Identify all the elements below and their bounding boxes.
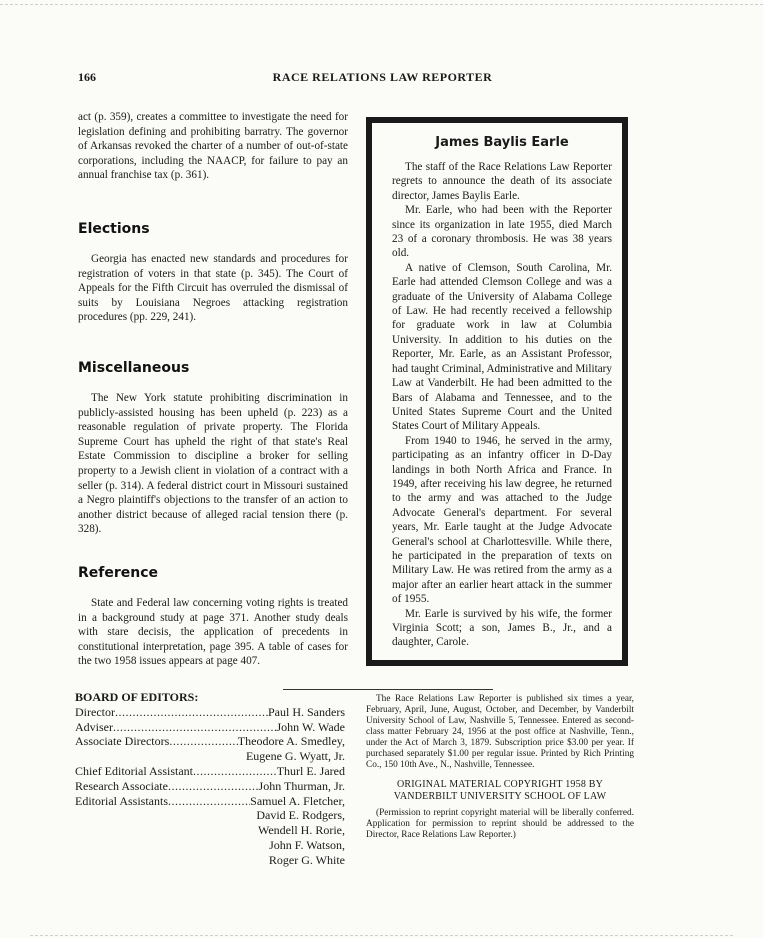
reference-paragraph: State and Federal law concerning voting rights is treated in a background study at page 371. Another study deals with stare decisis, the application of precedents in constitutional interpretation, page 395. A table of cases for the two 1958 issues appears at page 407. xyxy=(78,597,348,668)
board-of-editors xyxy=(75,690,345,868)
board-name: David E. Rodgers, xyxy=(256,808,345,823)
section-reference xyxy=(78,596,348,669)
board-row xyxy=(75,794,345,809)
board-name: Eugene G. Wyatt, Jr. xyxy=(245,749,345,764)
board-row xyxy=(75,705,345,720)
obituary-paragraph: A native of Clemson, South Carolina, Mr. Earle had attended Clemson College and was a graduate of the University of Alabama College of Law. He had recently received a fellowship for graduate work in law at Columbia University. In addition to his duties on the Reporter, Mr. Earle, as an Assistant Professor, had taught Criminal, Administrative and Military Law at Vanderbilt. He had been admitted to the Bars of Alabama and Tennessee, and to the United States Supreme Court and the United States Court of Military Appeals. xyxy=(392,261,612,433)
intro-block xyxy=(78,110,348,183)
obituary-paragraph: From 1940 to 1946, he served in the army, participating as an infantry officer in D-Day landings in both North Africa and France. In 1949, after receiving his law degree, he returned to the army and was attached to the Judge Advocate General's department. For several years, Mr. Earle taught at the Judge Advocate General's school at Charlottesville. While there, he participated in the preparation of texts on Military Law. He was retired from the army as a major after an earlier heart attack in the summer of 1955. xyxy=(392,434,612,606)
obituary-box xyxy=(366,117,628,666)
publication-info xyxy=(366,694,634,841)
board-name: John F. Watson, xyxy=(269,837,345,852)
obituary-paragraph: Mr. Earle, who had been with the Reporter since its organization in late 1955, died March 23 of a coronary thrombosis. He was 38 years old. xyxy=(392,204,612,260)
board-name: Roger G. White xyxy=(268,852,345,867)
running-title: RACE RELATIONS LAW REPORTER xyxy=(272,70,493,84)
page-number: 166 xyxy=(78,70,96,84)
copyright-line: VANDERBILT UNIVERSITY SCHOOL OF LAW xyxy=(393,790,607,802)
board-role: Associate Directors xyxy=(75,734,170,749)
board-name: John W. Wade xyxy=(276,719,345,734)
board-role: Research Associate xyxy=(75,778,168,793)
miscellaneous-paragraph: The New York statute prohibiting discrimination in publicly-assisted housing has been upheld (p. 223) as a reasonable regulation of private property. The Florida Supreme Court has upheld the right of that state's Real Estate Commission to discipline a broker for selling property to a Jewish client in violation of a contract with a seller (p. 314). A federal district court in Missouri sustained a Negro plaintiff's objections to the transfer of an action to another district because of alleged racial tension there (p. 328). xyxy=(78,392,348,536)
board-row xyxy=(75,734,345,749)
bottom-perforation xyxy=(30,935,733,936)
section-heading-miscellaneous: Miscellaneous xyxy=(78,360,190,376)
obituary-paragraph: The staff of the Race Relations Law Reporter regrets to announce the death of its associate director, James Baylis Earle. xyxy=(392,161,612,202)
copyright-line: ORIGINAL MATERIAL COPYRIGHT 1958 BY xyxy=(396,779,604,790)
board-role: Chief Editorial Assistant xyxy=(75,763,193,778)
section-heading-reference: Reference xyxy=(78,565,159,581)
board-heading: BOARD OF EDITORS: xyxy=(75,690,199,704)
board-role: Editorial Assistants xyxy=(75,793,168,808)
board-row xyxy=(75,764,345,779)
publication-notice: The Race Relations Law Reporter is published six times a year, February, April, June, August, October, and December, by Vanderbilt University School of Law, Nashville 5, Tennessee. Entered as second-class matter February 24, 1956 at the post office at Nashville, Tenn., under the Act of March 3, 1879. Subscription price $3.00 per year. If purchased separately $1.00 per regular issue. Printed by Rich Printing Co., 150 10th Ave., N., Nashville, Tennessee. xyxy=(366,694,634,770)
obituary-title: James Baylis Earle xyxy=(435,135,569,150)
section-elections xyxy=(78,252,348,325)
board-name: Theodore A. Smedley, xyxy=(237,734,345,749)
board-row xyxy=(75,720,345,735)
board-name: Paul H. Sanders xyxy=(268,704,345,719)
obituary-paragraph: Mr. Earle is survived by his wife, the former Virginia Scott; a son, James B., Jr., and a daughter, Carole. xyxy=(392,607,612,649)
board-name: Wendell H. Rorie, xyxy=(257,823,345,838)
copyright-notice xyxy=(366,779,634,802)
top-perforation xyxy=(0,4,763,5)
board-name: John Thurman, Jr. xyxy=(258,778,345,793)
board-role: Adviser xyxy=(75,719,113,734)
board-name: Thurl E. Jared xyxy=(276,763,345,778)
board-name: Samuel A. Fletcher, xyxy=(250,793,345,808)
permission-notice: (Permission to reprint copyright material will be liberally conferred. Application for permission to reprint should be addressed to the Director, Race Relations Law Reporter.) xyxy=(366,808,634,840)
board-role: Director xyxy=(75,704,115,719)
board-row xyxy=(75,779,345,794)
elections-paragraph: Georgia has enacted new standards and procedures for registration of voters in that state (p. 345). The Court of Appeals for the Fifth Circuit has overruled the dismissal of suits by Louisiana Negroes attacking registration procedures (pp. 229, 241). xyxy=(78,253,348,324)
section-heading-elections: Elections xyxy=(78,221,150,237)
intro-paragraph: act (p. 359), creates a committee to investigate the need for legislation defining and prohibiting barratry. The governor of Arkansas revoked the charter of a number of out-of-state corporations, including the NAACP, for failure to pay an annual franchise tax (p. 361). xyxy=(78,111,348,182)
section-miscellaneous xyxy=(78,391,348,537)
